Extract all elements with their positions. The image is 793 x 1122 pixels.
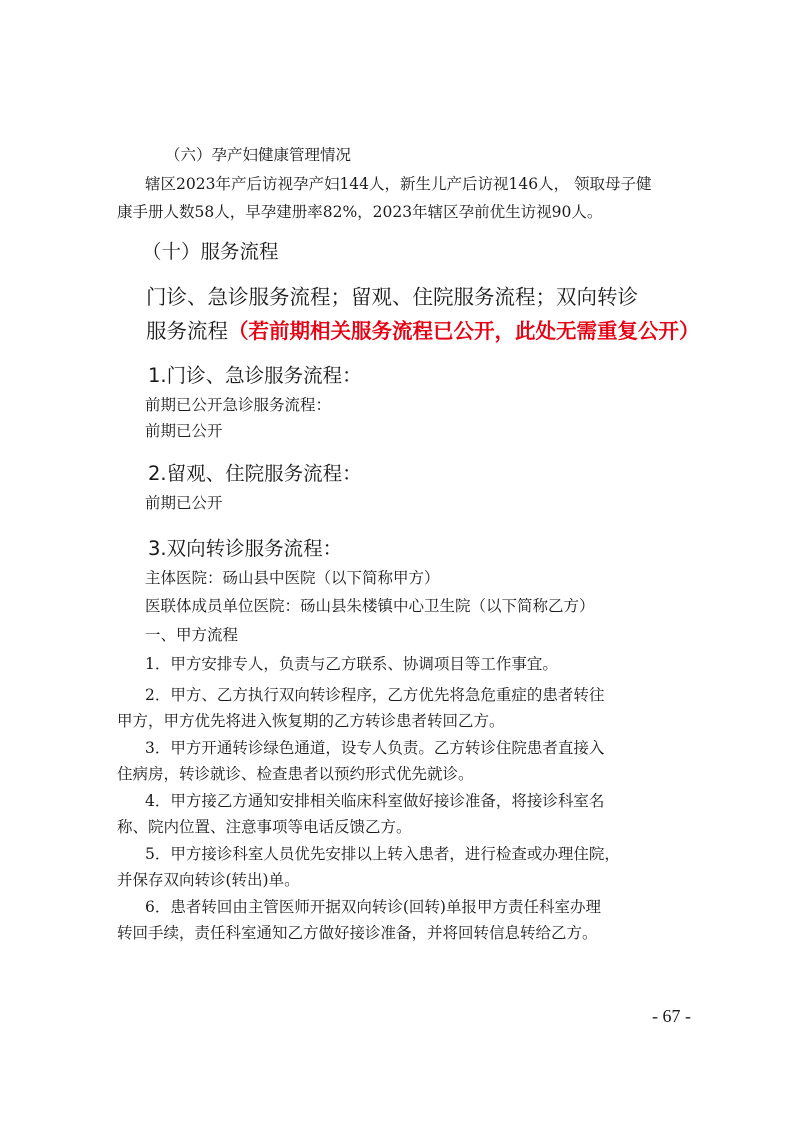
page-number: - 67 - — [652, 1006, 691, 1026]
step-5-line-1: 5．甲方接诊科室人员优先安排以上转入患者，进行检查或办理住院， — [145, 845, 620, 863]
step-5-line-2: 并保存双向转诊(转出)单。 — [117, 871, 300, 889]
item-1-line-1: 前期已公开急诊服务流程： — [145, 396, 332, 414]
item-3-heading: 3.双向转诊服务流程： — [148, 537, 343, 560]
section-ten-title: （十）服务流程 — [142, 240, 279, 263]
step-3-line-2: 住病房，转诊就诊、检查患者以预约形式优先就诊。 — [117, 765, 474, 783]
section-ten-subtitle-line-1: 门诊、急诊服务流程；留观、住院服务流程；双向转诊 — [146, 285, 638, 309]
item-3-part-title: 一、甲方流程 — [145, 626, 239, 644]
item-2-heading: 2.留观、住院服务流程： — [148, 462, 362, 485]
section-six-title: （六）孕产妇健康管理情况 — [165, 146, 352, 164]
item-3-host-hospital: 主体医院：砀山县中医院（以下简称甲方） — [145, 569, 440, 587]
step-3-line-1: 3．甲方开通转诊绿色通道，设专人负责。乙方转诊住院患者直接入 — [145, 739, 605, 757]
step-4-line-1: 4．甲方接乙方通知安排相关临床科室做好接诊准备，将接诊科室名 — [145, 792, 605, 810]
section-ten-subtitle-line-2 — [146, 314, 700, 344]
item-1-heading: 1.门诊、急诊服务流程： — [148, 364, 362, 387]
step-4-line-2: 称、院内位置、注意事项等电话反馈乙方。 — [117, 818, 412, 836]
section-six-paragraph-line-2: 康手册人数58人，早孕建册率82%，2023年辖区孕前优生访视90人。 — [117, 203, 603, 221]
item-2-line-1: 前期已公开 — [145, 494, 223, 512]
step-6-line-2: 转回手续，责任科室通知乙方做好接诊准备，并将回转信息转给乙方。 — [117, 924, 598, 942]
step-2-line-2: 甲方，甲方优先将进入恢复期的乙方转诊患者转回乙方。 — [117, 712, 505, 730]
step-1-line-1: 1．甲方安排专人，负责与乙方联系、协调项目等工作事宜。 — [145, 655, 558, 673]
section-ten-subtitle-note: （若前期相关服务流程已公开，此处无需重复公开） — [228, 319, 700, 343]
section-ten-subtitle-prefix: 服务流程 — [146, 319, 228, 343]
item-1-line-2: 前期已公开 — [145, 422, 223, 440]
step-6-line-1: 6．患者转回由主管医师开据双向转诊(回转)单报甲方责任科室办理 — [145, 898, 601, 916]
section-six-paragraph-line-1: 辖区2023年产后访视孕产妇144人，新生儿产后访视146人， 领取母子健 — [145, 175, 652, 193]
step-2-line-1: 2．甲方、乙方执行双向转诊程序，乙方优先将急危重症的患者转往 — [145, 686, 605, 704]
item-3-member-hospital: 医联体成员单位医院：砀山县朱楼镇中心卫生院（以下简称乙方） — [145, 597, 595, 615]
